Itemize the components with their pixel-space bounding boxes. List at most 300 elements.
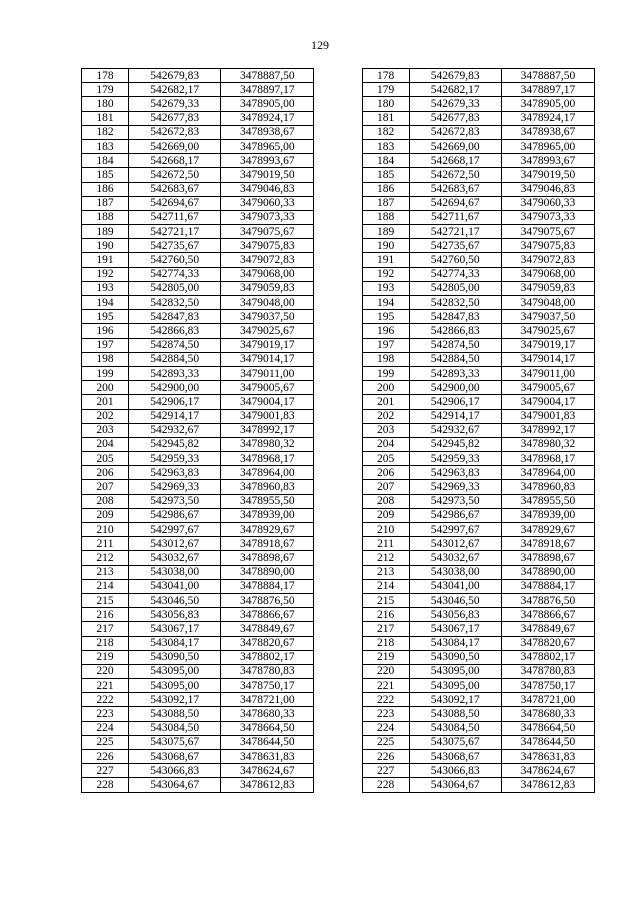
right-y-coordinate-cell: 3479048,00	[501, 296, 594, 310]
left-x-coordinate-cell: 543041,00	[129, 579, 221, 593]
left-point-number-cell: 204	[82, 437, 129, 451]
right-x-coordinate-cell: 542997,67	[409, 523, 501, 537]
left-x-coordinate-cell: 542847,83	[129, 310, 221, 324]
table-row	[82, 210, 595, 224]
right-point-number-cell: 222	[362, 693, 409, 707]
left-point-number-cell: 190	[82, 239, 129, 253]
right-point-number-cell: 194	[362, 296, 409, 310]
left-y-coordinate-cell: 3478624,67	[221, 764, 314, 778]
right-x-coordinate-cell: 542677,83	[409, 111, 501, 125]
left-y-coordinate-cell: 3479068,00	[221, 267, 314, 281]
left-x-coordinate-cell: 542679,33	[129, 97, 221, 111]
table-row	[82, 707, 595, 721]
right-point-number-cell: 181	[362, 111, 409, 125]
right-point-number-cell: 178	[362, 69, 409, 83]
left-point-number-cell: 178	[82, 69, 129, 83]
right-y-coordinate-cell: 3478965,00	[501, 139, 594, 153]
right-point-number-cell: 214	[362, 579, 409, 593]
left-y-coordinate-cell: 3478965,00	[221, 139, 314, 153]
column-gap	[314, 239, 362, 253]
right-point-number-cell: 203	[362, 423, 409, 437]
right-x-coordinate-cell: 542866,83	[409, 324, 501, 338]
left-x-coordinate-cell: 543088,50	[129, 707, 221, 721]
right-point-number-cell: 208	[362, 494, 409, 508]
table-row	[82, 196, 595, 210]
left-y-coordinate-cell: 3478750,17	[221, 679, 314, 693]
right-x-coordinate-cell: 543041,00	[409, 579, 501, 593]
left-x-coordinate-cell: 542969,33	[129, 480, 221, 494]
left-x-coordinate-cell: 543095,00	[129, 664, 221, 678]
column-gap	[314, 523, 362, 537]
left-x-coordinate-cell: 542874,50	[129, 338, 221, 352]
right-y-coordinate-cell: 3479068,00	[501, 267, 594, 281]
left-point-number-cell: 181	[82, 111, 129, 125]
column-gap	[314, 721, 362, 735]
left-y-coordinate-cell: 3478938,67	[221, 125, 314, 139]
left-point-number-cell: 192	[82, 267, 129, 281]
right-point-number-cell: 183	[362, 139, 409, 153]
right-y-coordinate-cell: 3478964,00	[501, 466, 594, 480]
left-point-number-cell: 225	[82, 735, 129, 749]
right-point-number-cell: 215	[362, 593, 409, 607]
right-x-coordinate-cell: 543075,67	[409, 735, 501, 749]
table-row	[82, 296, 595, 310]
left-point-number-cell: 219	[82, 650, 129, 664]
left-point-number-cell: 207	[82, 480, 129, 494]
left-point-number-cell: 193	[82, 281, 129, 295]
right-x-coordinate-cell: 543095,00	[409, 664, 501, 678]
column-gap	[314, 310, 362, 324]
column-gap	[314, 210, 362, 224]
table-row	[82, 508, 595, 522]
right-x-coordinate-cell: 543090,50	[409, 650, 501, 664]
right-x-coordinate-cell: 542805,00	[409, 281, 501, 295]
right-point-number-cell: 205	[362, 452, 409, 466]
right-x-coordinate-cell: 542668,17	[409, 154, 501, 168]
left-x-coordinate-cell: 542893,33	[129, 366, 221, 380]
right-point-number-cell: 200	[362, 381, 409, 395]
table-row	[82, 480, 595, 494]
column-gap	[314, 366, 362, 380]
table-row	[82, 139, 595, 153]
left-x-coordinate-cell: 542672,50	[129, 168, 221, 182]
left-y-coordinate-cell: 3478680,33	[221, 707, 314, 721]
table-row	[82, 693, 595, 707]
right-x-coordinate-cell: 543046,50	[409, 593, 501, 607]
table-row	[82, 622, 595, 636]
right-y-coordinate-cell: 3479014,17	[501, 352, 594, 366]
left-y-coordinate-cell: 3479075,67	[221, 225, 314, 239]
column-gap	[314, 565, 362, 579]
column-gap	[314, 267, 362, 281]
right-y-coordinate-cell: 3478898,67	[501, 551, 594, 565]
table-row	[82, 650, 595, 664]
left-x-coordinate-cell: 542682,17	[129, 83, 221, 97]
table-row	[82, 437, 595, 451]
right-y-coordinate-cell: 3478929,67	[501, 523, 594, 537]
right-y-coordinate-cell: 3478612,83	[501, 778, 594, 792]
column-gap	[314, 253, 362, 267]
column-gap	[314, 452, 362, 466]
right-x-coordinate-cell: 543067,17	[409, 622, 501, 636]
left-x-coordinate-cell: 542683,67	[129, 182, 221, 196]
right-point-number-cell: 209	[362, 508, 409, 522]
left-y-coordinate-cell: 3479014,17	[221, 352, 314, 366]
left-x-coordinate-cell: 542832,50	[129, 296, 221, 310]
column-gap	[314, 324, 362, 338]
right-x-coordinate-cell: 542884,50	[409, 352, 501, 366]
right-x-coordinate-cell: 542669,00	[409, 139, 501, 153]
left-x-coordinate-cell: 542679,83	[129, 69, 221, 83]
left-point-number-cell: 185	[82, 168, 129, 182]
right-y-coordinate-cell: 3478992,17	[501, 423, 594, 437]
left-point-number-cell: 189	[82, 225, 129, 239]
left-point-number-cell: 223	[82, 707, 129, 721]
right-x-coordinate-cell: 543068,67	[409, 750, 501, 764]
left-x-coordinate-cell: 543066,83	[129, 764, 221, 778]
right-point-number-cell: 206	[362, 466, 409, 480]
coordinates-table-body	[82, 69, 595, 793]
right-x-coordinate-cell: 542683,67	[409, 182, 501, 196]
right-x-coordinate-cell: 542973,50	[409, 494, 501, 508]
right-point-number-cell: 210	[362, 523, 409, 537]
left-point-number-cell: 196	[82, 324, 129, 338]
left-x-coordinate-cell: 542711,67	[129, 210, 221, 224]
left-x-coordinate-cell: 543084,50	[129, 721, 221, 735]
left-x-coordinate-cell: 542805,00	[129, 281, 221, 295]
left-point-number-cell: 195	[82, 310, 129, 324]
right-y-coordinate-cell: 3479011,00	[501, 366, 594, 380]
right-x-coordinate-cell: 542721,17	[409, 225, 501, 239]
left-x-coordinate-cell: 542959,33	[129, 452, 221, 466]
column-gap	[314, 764, 362, 778]
right-x-coordinate-cell: 542986,67	[409, 508, 501, 522]
right-point-number-cell: 198	[362, 352, 409, 366]
left-x-coordinate-cell: 543067,17	[129, 622, 221, 636]
left-point-number-cell: 187	[82, 196, 129, 210]
right-point-number-cell: 204	[362, 437, 409, 451]
right-y-coordinate-cell: 3478866,67	[501, 608, 594, 622]
right-x-coordinate-cell: 543038,00	[409, 565, 501, 579]
left-point-number-cell: 198	[82, 352, 129, 366]
table-row	[82, 83, 595, 97]
table-row	[82, 750, 595, 764]
coordinates-table	[81, 68, 595, 793]
left-x-coordinate-cell: 542963,83	[129, 466, 221, 480]
left-x-coordinate-cell: 542906,17	[129, 395, 221, 409]
right-x-coordinate-cell: 542832,50	[409, 296, 501, 310]
column-gap	[314, 154, 362, 168]
left-y-coordinate-cell: 3479011,00	[221, 366, 314, 380]
table-row	[82, 338, 595, 352]
right-point-number-cell: 189	[362, 225, 409, 239]
left-point-number-cell: 203	[82, 423, 129, 437]
left-y-coordinate-cell: 3478849,67	[221, 622, 314, 636]
right-point-number-cell: 220	[362, 664, 409, 678]
left-point-number-cell: 216	[82, 608, 129, 622]
right-point-number-cell: 190	[362, 239, 409, 253]
right-y-coordinate-cell: 3478897,17	[501, 83, 594, 97]
right-point-number-cell: 179	[362, 83, 409, 97]
left-point-number-cell: 194	[82, 296, 129, 310]
column-gap	[314, 480, 362, 494]
left-y-coordinate-cell: 3479025,67	[221, 324, 314, 338]
left-y-coordinate-cell: 3478820,67	[221, 636, 314, 650]
right-x-coordinate-cell: 542682,17	[409, 83, 501, 97]
right-x-coordinate-cell: 542932,67	[409, 423, 501, 437]
right-y-coordinate-cell: 3478887,50	[501, 69, 594, 83]
right-x-coordinate-cell: 542711,67	[409, 210, 501, 224]
right-y-coordinate-cell: 3479073,33	[501, 210, 594, 224]
left-x-coordinate-cell: 542997,67	[129, 523, 221, 537]
left-y-coordinate-cell: 3478780,83	[221, 664, 314, 678]
table-row	[82, 664, 595, 678]
right-x-coordinate-cell: 542760,50	[409, 253, 501, 267]
left-point-number-cell: 211	[82, 537, 129, 551]
left-y-coordinate-cell: 3478631,83	[221, 750, 314, 764]
table-row	[82, 494, 595, 508]
left-point-number-cell: 182	[82, 125, 129, 139]
right-y-coordinate-cell: 3478905,00	[501, 97, 594, 111]
right-point-number-cell: 196	[362, 324, 409, 338]
table-row	[82, 523, 595, 537]
right-point-number-cell: 217	[362, 622, 409, 636]
right-point-number-cell: 223	[362, 707, 409, 721]
right-x-coordinate-cell: 542900,00	[409, 381, 501, 395]
right-x-coordinate-cell: 543064,67	[409, 778, 501, 792]
right-y-coordinate-cell: 3478939,00	[501, 508, 594, 522]
table-row	[82, 154, 595, 168]
left-point-number-cell: 215	[82, 593, 129, 607]
right-y-coordinate-cell: 3478750,17	[501, 679, 594, 693]
left-point-number-cell: 212	[82, 551, 129, 565]
left-point-number-cell: 220	[82, 664, 129, 678]
right-point-number-cell: 211	[362, 537, 409, 551]
right-point-number-cell: 207	[362, 480, 409, 494]
table-row	[82, 395, 595, 409]
left-x-coordinate-cell: 542914,17	[129, 409, 221, 423]
right-point-number-cell: 197	[362, 338, 409, 352]
left-x-coordinate-cell: 542668,17	[129, 154, 221, 168]
left-point-number-cell: 210	[82, 523, 129, 537]
right-x-coordinate-cell: 542672,83	[409, 125, 501, 139]
table-row	[82, 225, 595, 239]
left-y-coordinate-cell: 3478939,00	[221, 508, 314, 522]
left-x-coordinate-cell: 542760,50	[129, 253, 221, 267]
left-point-number-cell: 221	[82, 679, 129, 693]
right-y-coordinate-cell: 3478924,17	[501, 111, 594, 125]
left-y-coordinate-cell: 3479073,33	[221, 210, 314, 224]
right-y-coordinate-cell: 3479001,83	[501, 409, 594, 423]
right-point-number-cell: 191	[362, 253, 409, 267]
right-y-coordinate-cell: 3479037,50	[501, 310, 594, 324]
table-row	[82, 111, 595, 125]
table-row	[82, 381, 595, 395]
left-y-coordinate-cell: 3479060,33	[221, 196, 314, 210]
column-gap	[314, 69, 362, 83]
column-gap	[314, 735, 362, 749]
left-y-coordinate-cell: 3479005,67	[221, 381, 314, 395]
column-gap	[314, 281, 362, 295]
column-gap	[314, 352, 362, 366]
column-gap	[314, 508, 362, 522]
left-y-coordinate-cell: 3478721,00	[221, 693, 314, 707]
right-y-coordinate-cell: 3478780,83	[501, 664, 594, 678]
right-point-number-cell: 213	[362, 565, 409, 579]
right-x-coordinate-cell: 543088,50	[409, 707, 501, 721]
right-y-coordinate-cell: 3478890,00	[501, 565, 594, 579]
right-point-number-cell: 185	[362, 168, 409, 182]
right-y-coordinate-cell: 3479019,17	[501, 338, 594, 352]
left-x-coordinate-cell: 542884,50	[129, 352, 221, 366]
table-row	[82, 452, 595, 466]
left-x-coordinate-cell: 542694,67	[129, 196, 221, 210]
left-x-coordinate-cell: 542973,50	[129, 494, 221, 508]
left-y-coordinate-cell: 3479004,17	[221, 395, 314, 409]
table-row	[82, 721, 595, 735]
right-point-number-cell: 192	[362, 267, 409, 281]
right-y-coordinate-cell: 3479004,17	[501, 395, 594, 409]
table-row	[82, 125, 595, 139]
column-gap	[314, 707, 362, 721]
left-point-number-cell: 197	[82, 338, 129, 352]
right-y-coordinate-cell: 3478631,83	[501, 750, 594, 764]
right-x-coordinate-cell: 543092,17	[409, 693, 501, 707]
table-row	[82, 636, 595, 650]
right-x-coordinate-cell: 542906,17	[409, 395, 501, 409]
left-y-coordinate-cell: 3479001,83	[221, 409, 314, 423]
right-y-coordinate-cell: 3479075,67	[501, 225, 594, 239]
left-y-coordinate-cell: 3478897,17	[221, 83, 314, 97]
right-y-coordinate-cell: 3479025,67	[501, 324, 594, 338]
right-y-coordinate-cell: 3478993,67	[501, 154, 594, 168]
column-gap	[314, 83, 362, 97]
right-point-number-cell: 221	[362, 679, 409, 693]
right-y-coordinate-cell: 3478938,67	[501, 125, 594, 139]
left-x-coordinate-cell: 543046,50	[129, 593, 221, 607]
right-y-coordinate-cell: 3478884,17	[501, 579, 594, 593]
table-row	[82, 466, 595, 480]
right-point-number-cell: 227	[362, 764, 409, 778]
left-y-coordinate-cell: 3478876,50	[221, 593, 314, 607]
left-x-coordinate-cell: 543032,67	[129, 551, 221, 565]
left-y-coordinate-cell: 3479019,50	[221, 168, 314, 182]
column-gap	[314, 423, 362, 437]
column-gap	[314, 579, 362, 593]
right-x-coordinate-cell: 543095,00	[409, 679, 501, 693]
left-y-coordinate-cell: 3479048,00	[221, 296, 314, 310]
column-gap	[314, 225, 362, 239]
left-x-coordinate-cell: 543092,17	[129, 693, 221, 707]
left-x-coordinate-cell: 542866,83	[129, 324, 221, 338]
right-x-coordinate-cell: 543066,83	[409, 764, 501, 778]
right-y-coordinate-cell: 3479019,50	[501, 168, 594, 182]
left-y-coordinate-cell: 3478918,67	[221, 537, 314, 551]
column-gap	[314, 111, 362, 125]
left-point-number-cell: 191	[82, 253, 129, 267]
right-point-number-cell: 225	[362, 735, 409, 749]
left-y-coordinate-cell: 3479059,83	[221, 281, 314, 295]
left-y-coordinate-cell: 3478644,50	[221, 735, 314, 749]
column-gap	[314, 139, 362, 153]
right-point-number-cell: 216	[362, 608, 409, 622]
right-x-coordinate-cell: 543056,83	[409, 608, 501, 622]
right-y-coordinate-cell: 3478968,17	[501, 452, 594, 466]
right-point-number-cell: 226	[362, 750, 409, 764]
right-y-coordinate-cell: 3478955,50	[501, 494, 594, 508]
table-row	[82, 735, 595, 749]
table-row	[82, 551, 595, 565]
left-point-number-cell: 224	[82, 721, 129, 735]
column-gap	[314, 693, 362, 707]
left-point-number-cell: 202	[82, 409, 129, 423]
right-x-coordinate-cell: 542679,33	[409, 97, 501, 111]
left-y-coordinate-cell: 3479072,83	[221, 253, 314, 267]
right-y-coordinate-cell: 3479072,83	[501, 253, 594, 267]
left-y-coordinate-cell: 3479019,17	[221, 338, 314, 352]
right-point-number-cell: 180	[362, 97, 409, 111]
column-gap	[314, 437, 362, 451]
table-row	[82, 579, 595, 593]
right-x-coordinate-cell: 543084,17	[409, 636, 501, 650]
right-point-number-cell: 228	[362, 778, 409, 792]
left-point-number-cell: 228	[82, 778, 129, 792]
left-x-coordinate-cell: 543095,00	[129, 679, 221, 693]
right-y-coordinate-cell: 3478664,50	[501, 721, 594, 735]
left-y-coordinate-cell: 3479046,83	[221, 182, 314, 196]
column-gap	[314, 168, 362, 182]
column-gap	[314, 466, 362, 480]
left-y-coordinate-cell: 3478664,50	[221, 721, 314, 735]
right-y-coordinate-cell: 3478918,67	[501, 537, 594, 551]
left-y-coordinate-cell: 3478887,50	[221, 69, 314, 83]
column-gap	[314, 622, 362, 636]
right-x-coordinate-cell: 542672,50	[409, 168, 501, 182]
right-point-number-cell: 224	[362, 721, 409, 735]
right-x-coordinate-cell: 542959,33	[409, 452, 501, 466]
right-x-coordinate-cell: 542874,50	[409, 338, 501, 352]
right-x-coordinate-cell: 542694,67	[409, 196, 501, 210]
left-x-coordinate-cell: 542774,33	[129, 267, 221, 281]
left-point-number-cell: 201	[82, 395, 129, 409]
left-x-coordinate-cell: 543064,67	[129, 778, 221, 792]
right-y-coordinate-cell: 3478624,67	[501, 764, 594, 778]
left-y-coordinate-cell: 3478802,17	[221, 650, 314, 664]
left-x-coordinate-cell: 543090,50	[129, 650, 221, 664]
left-x-coordinate-cell: 543012,67	[129, 537, 221, 551]
column-gap	[314, 650, 362, 664]
right-x-coordinate-cell: 543084,50	[409, 721, 501, 735]
column-gap	[314, 537, 362, 551]
left-x-coordinate-cell: 542672,83	[129, 125, 221, 139]
right-x-coordinate-cell: 542847,83	[409, 310, 501, 324]
right-point-number-cell: 199	[362, 366, 409, 380]
left-point-number-cell: 188	[82, 210, 129, 224]
table-row	[82, 182, 595, 196]
right-x-coordinate-cell: 542963,83	[409, 466, 501, 480]
right-point-number-cell: 193	[362, 281, 409, 295]
left-point-number-cell: 205	[82, 452, 129, 466]
right-x-coordinate-cell: 542914,17	[409, 409, 501, 423]
left-y-coordinate-cell: 3478960,83	[221, 480, 314, 494]
column-gap	[314, 338, 362, 352]
table-row	[82, 778, 595, 792]
right-y-coordinate-cell: 3478802,17	[501, 650, 594, 664]
right-point-number-cell: 184	[362, 154, 409, 168]
column-gap	[314, 593, 362, 607]
column-gap	[314, 125, 362, 139]
left-x-coordinate-cell: 543084,17	[129, 636, 221, 650]
